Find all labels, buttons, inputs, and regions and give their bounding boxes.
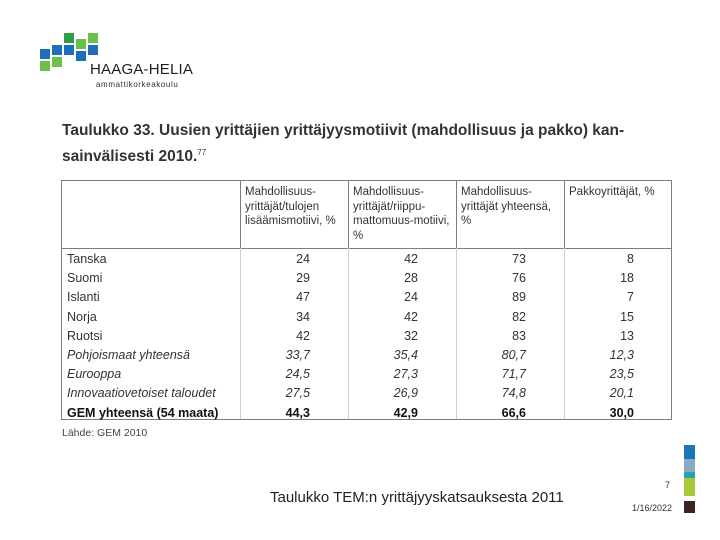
row-label: Pohjoismaat yhteensä bbox=[67, 347, 190, 362]
table-row bbox=[62, 288, 671, 307]
haaga-helia-logo bbox=[40, 33, 200, 93]
cell-value: 42 bbox=[404, 252, 418, 266]
row-label: Islanti bbox=[67, 290, 100, 305]
cell-value: 42 bbox=[296, 328, 310, 343]
accent-stripe bbox=[684, 445, 695, 459]
table-row bbox=[62, 404, 671, 423]
cell-value: 18 bbox=[620, 271, 634, 286]
column-header: Mahdollisuus-yrittäjät/riippu-mattomuus-motiivi, % bbox=[348, 181, 456, 248]
cell-value: 32 bbox=[404, 328, 418, 343]
row-label: Eurooppa bbox=[67, 367, 122, 382]
cell-value: 13 bbox=[620, 328, 634, 343]
cell-value: 7 bbox=[627, 290, 634, 305]
row-label: Innovaatiovetoiset taloudet bbox=[67, 386, 216, 401]
table-row bbox=[62, 327, 671, 346]
column-header: Mahdollisuus-yrittäjät yhteensä, % bbox=[456, 181, 564, 248]
cell-value: 23,5 bbox=[609, 367, 634, 382]
cell-value: 28 bbox=[404, 271, 418, 286]
table-title-text: Taulukko 33. Uusien yrittäjien yrittäjyysmotiivit (mahdollisuus ja pakko) kansainvälisesti 2010. bbox=[62, 122, 625, 166]
cell-value: 33,7 bbox=[285, 347, 310, 362]
motives-table bbox=[61, 180, 672, 420]
cell-value: 15 bbox=[620, 309, 634, 324]
cell-value: 34 bbox=[296, 309, 310, 324]
cell-value: 42 bbox=[404, 309, 418, 324]
row-label: Norja bbox=[67, 309, 97, 324]
cell-value: 47 bbox=[296, 290, 310, 305]
cell-value: 12,3 bbox=[609, 347, 634, 362]
cell-value: 24,5 bbox=[285, 367, 310, 382]
cell-value: 29 bbox=[296, 271, 310, 286]
cell-value: 20,1 bbox=[609, 386, 634, 401]
table-row bbox=[62, 269, 671, 288]
table-title bbox=[62, 120, 672, 168]
row-label: Ruotsi bbox=[67, 328, 103, 343]
cell-value: 74,8 bbox=[501, 386, 526, 401]
logo-name: HAAGA-HELIA bbox=[90, 61, 194, 78]
row-label: GEM yhteensä (54 maata) bbox=[67, 405, 219, 420]
cell-value: 35,4 bbox=[393, 347, 418, 362]
cell-value: 27,3 bbox=[393, 367, 418, 382]
slide-date: 1/16/2022 bbox=[631, 503, 672, 513]
table-source: Lähde: GEM 2010 bbox=[62, 427, 148, 439]
cell-value: 30,0 bbox=[609, 405, 634, 420]
cell-value: 42,9 bbox=[393, 405, 418, 420]
table-row bbox=[62, 346, 671, 365]
accent-stripe bbox=[684, 478, 695, 496]
cell-value: 27,5 bbox=[285, 386, 310, 401]
cell-value: 66,6 bbox=[501, 405, 526, 420]
cell-value: 83 bbox=[512, 328, 526, 343]
cell-value: 76 bbox=[512, 271, 526, 286]
table-body bbox=[62, 250, 671, 423]
table-title-footnote: 77 bbox=[197, 148, 207, 157]
logo-subtitle: ammattikorkeakoulu bbox=[96, 80, 179, 89]
cell-value: 26,9 bbox=[393, 386, 418, 401]
column-header: Pakkoyrittäjät, % bbox=[564, 181, 672, 248]
table-row bbox=[62, 250, 671, 269]
cell-value: 80,7 bbox=[501, 347, 526, 362]
cell-value: 24 bbox=[404, 290, 418, 305]
cell-value: 71,7 bbox=[501, 367, 526, 382]
table-row bbox=[62, 308, 671, 327]
cell-value: 82 bbox=[512, 309, 526, 324]
cell-value: 44,3 bbox=[285, 405, 310, 420]
row-label: Suomi bbox=[67, 271, 103, 286]
accent-stripe bbox=[684, 501, 695, 513]
cell-value: 24 bbox=[296, 252, 310, 266]
table-header-row bbox=[62, 181, 671, 249]
accent-stripe bbox=[684, 459, 695, 472]
page-number: 7 bbox=[664, 480, 670, 490]
table-row bbox=[62, 384, 671, 403]
table-row bbox=[62, 365, 671, 384]
cell-value: 73 bbox=[512, 252, 526, 266]
cell-value: 8 bbox=[627, 252, 634, 266]
row-label: Tanska bbox=[67, 252, 107, 266]
slide-caption: Taulukko TEM:n yrittäjyyskatsauksesta 2011 bbox=[270, 489, 564, 506]
column-header: Mahdollisuus-yrittäjät/tulojen lisäämismotiivi, % bbox=[240, 181, 348, 248]
cell-value: 89 bbox=[512, 290, 526, 305]
